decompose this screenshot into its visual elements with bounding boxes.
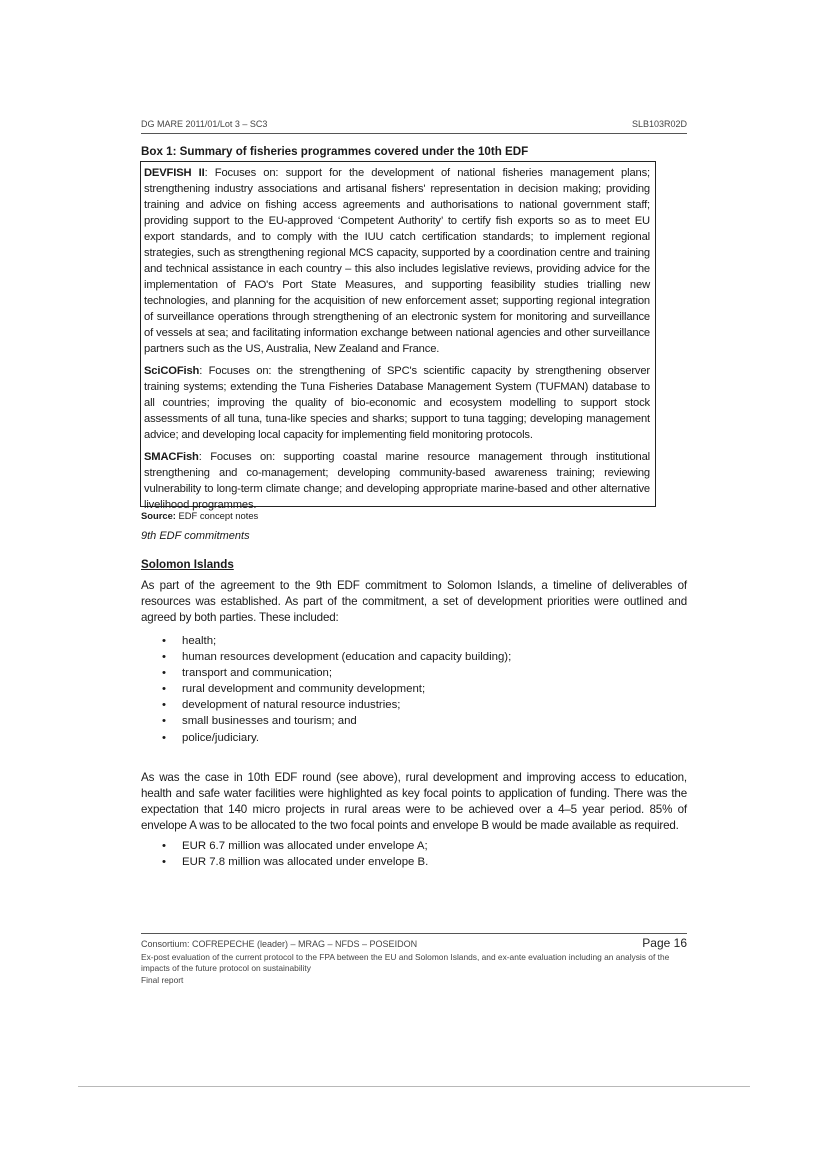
programmes-box [140, 161, 656, 511]
bullet-icon: • [162, 731, 166, 744]
source-text: EDF concept notes [175, 510, 259, 521]
programme-smacfish: SMACFish: Focuses on: supporting coastal marine resource management through institutional strengthening and co-management; developing community-based awareness training; reviewing vulnerability to long-term climate change; and developing appropriate marine-based and other alternative livelihood programmes. [144, 451, 651, 511]
bullet-icon: • [162, 699, 166, 712]
list-item: • rural development and community development; [141, 681, 661, 697]
list-item: • human resources development (education and capacity building); [141, 649, 661, 665]
list-item: • health; [141, 633, 661, 649]
source-label: Source: [141, 510, 176, 521]
list-item: • EUR 7.8 million was allocated under envelope B. [141, 854, 661, 870]
header-reference: DG MARE 2011/01/Lot 3 – SC3 [141, 119, 268, 129]
bullet-icon: • [162, 856, 166, 869]
allocation-list [141, 838, 661, 870]
programme-description: Focuses on: support for the development of national fisheries management plans; strengthening industry associations and artisanal fishers' representation in decision making; providing training and advice on fishing access agreements and authorisations to national government staff; providing support to the EU-approved ‘Competent Authority’ to certify fish exports so as to meet EU export standards, and to comply with the IUU catch certification standards; to implement regional strategies, such as strengthening regional MCS capacity, supported by a coordination centre and training and technical assistance in each country – this also includes legislative reviews, providing advice for the implementation of FAO's Port State Measures, and supporting feasibility studies trialling new technologies, and planning for the acquisition of new enforcement asset; supporting regional integration of surveillance operations through strengthening of an electronic system for monitoring and surveillance of vessels at sea; and facilitating information exchange between national agencies and other surveillance partners such as the US, Australia, New Zealand and France. [144, 167, 650, 355]
bullet-icon: • [162, 683, 166, 696]
list-item: • development of natural resource industries; [141, 697, 661, 713]
header-divider [141, 133, 687, 134]
programme-scicofish: SciCOFish: Focuses on: the strengthening of SPC's scientific capacity by strengthening observer training systems; extending the Tuna Fisheries Database Management System (TUFMAN) database to all countries; improving the quality of bio-economic and ecosystem modelling to support stock assessments of all tuna, tuna-like species and sharks; support to tuna tagging; developing management advice; and developing local capacity for implementing field monitoring protocols. [144, 365, 650, 441]
programme-name: DEVFISH II [144, 167, 205, 179]
programme-devfish: DEVFISH II: Focuses on: support for the development of national fisheries management plans; strengthening industry associations and artisanal fishers' representation in decision making; providing training and advice on fishing access agreements and authorisations to national government staff; providing support to the EU-approved ‘Competent Authority’ to certify fish exports so as to meet EU export standards, and to comply with the IUU catch certification standards; to implement regional strategies, such as strengthening regional MCS capacity, supported by a coordination centre and training and technical assistance in each country – this also includes legislative reviews, providing advice for the implementation of FAO's Port State Measures, and supporting feasibility studies trialling new technologies, and planning for the acquisition of new enforcement asset; supporting regional integration of surveillance operations through strengthening of an electronic system for monitoring and surveillance of vessels at sea; and facilitating information exchange between national agencies and other surveillance partners such as the US, Australia, New Zealand and France. [144, 167, 650, 355]
programme-description: Focuses on: the strengthening of SPC's scientific capacity by strengthening observer training systems; extending the Tuna Fisheries Database Management System (TUFMAN) database to all countries; improving the quality of bio-economic and ecosystem modelling to support stock assessments of all tuna, tuna-like species and sharks; support to tuna tagging; developing management advice; and developing local capacity for implementing field monitoring protocols. [144, 365, 650, 441]
programme-description: Focuses on: supporting coastal marine resource management through institutional strengthening and co-management; developing community-based awareness training; reviewing vulnerability to long-term climate change; and developing appropriate marine-based and other alternative livelihood programmes. [144, 451, 651, 511]
header-doc-code: SLB103R02D [631, 119, 687, 129]
bullet-icon: • [162, 715, 166, 728]
footer-report-type: Final report [141, 975, 184, 985]
bullet-icon: • [162, 635, 166, 647]
bullet-icon: • [162, 667, 166, 680]
footer-description: Ex-post evaluation of the current protocol to the FPA between the EU and Solomon Islands, and ex-ante evaluation including an analysis of the impacts of the future protocol on sustainability [141, 952, 670, 973]
list-item: • police/judiciary. [141, 730, 661, 746]
footer-divider [141, 933, 687, 934]
list-item: • transport and communication; [141, 665, 661, 681]
footer-consortium: Consortium: COFREPECHE (leader) – MRAG – NFDS – POSEIDON [141, 939, 418, 949]
programme-name: SciCOFish [144, 365, 200, 377]
paragraph-intro: As part of the agreement to the 9th EDF commitment to Solomon Islands, a timeline of deliverables of resources was established. As part of the commitment, a set of development priorities were outlined and agreed by both parties. These included: [141, 579, 687, 624]
page-number: Page 16 [642, 936, 687, 950]
section-title: Solomon Islands [141, 558, 234, 571]
subheading: 9th EDF commitments [141, 530, 250, 542]
page-bottom-divider [78, 1086, 750, 1087]
footer-line [141, 937, 687, 951]
priorities-list [141, 633, 661, 746]
source-note [141, 510, 258, 521]
paragraph-focal-points: As was the case in 10th EDF round (see above), rural development and improving access to education, health and safe water facilities were highlighted as key focal points to application of funding. There was the expectation that 140 micro projects in rural areas were to be achieved over a 4–5 year period. 85% of envelope A was to be allocated to the two focal points and envelope B would be made available as required. [141, 771, 687, 832]
box-title: Box 1: Summary of fisheries programmes covered under the 10th EDF [141, 145, 529, 158]
bullet-icon: • [162, 840, 166, 852]
running-header [141, 119, 687, 133]
programme-name: SMACFish [144, 451, 199, 463]
list-item: • EUR 6.7 million was allocated under envelope A; [141, 838, 661, 854]
list-item: • small businesses and tourism; and [141, 713, 661, 729]
bullet-icon: • [162, 651, 166, 664]
